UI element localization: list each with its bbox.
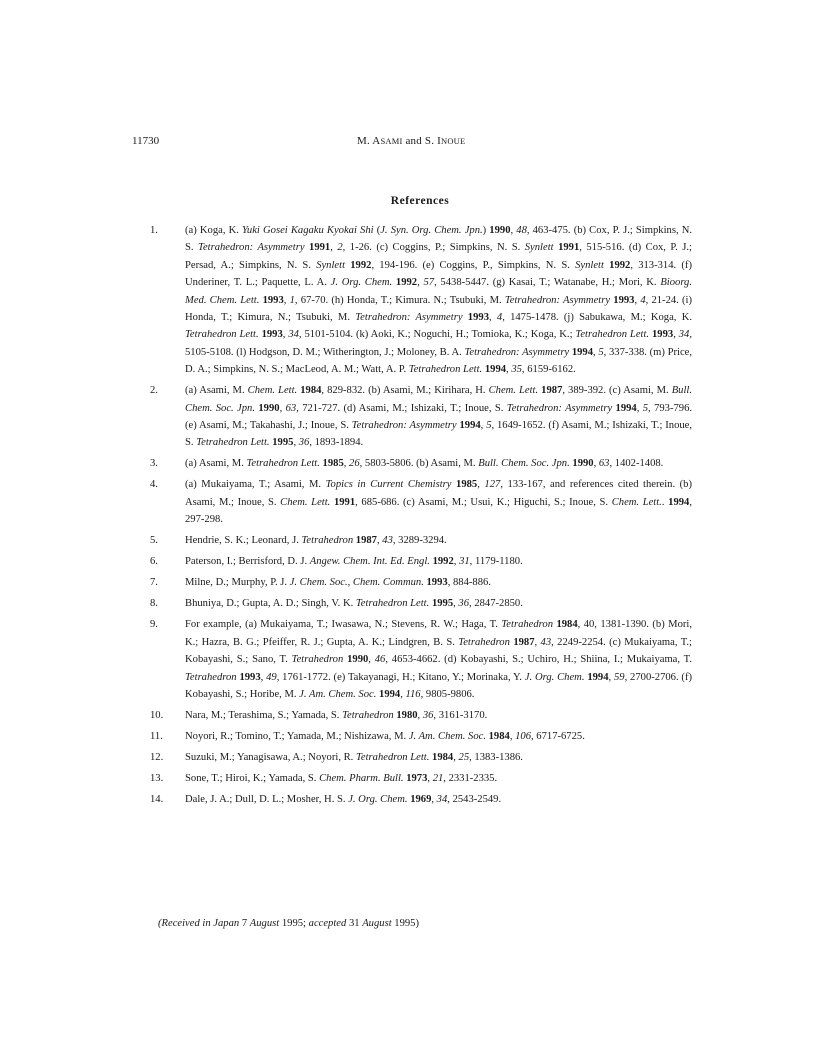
- reference-segment: (a) Mukaiyama, T.; Asami, M.: [185, 479, 326, 491]
- reference-italic-text: J. Org. Chem.: [524, 671, 585, 683]
- reference-italic-text: 127: [484, 479, 501, 491]
- reference-number: 8.: [150, 598, 158, 610]
- reference-italic-text: Tetrahedron Lett.: [355, 598, 430, 610]
- reference-segment: , 133-167, and references cited therein. (b) Asami, M.; Inoue, S.: [185, 479, 692, 508]
- reference-segment: , 389-392. (c) Asami, M.: [562, 385, 672, 397]
- reference-segment: , 829-832. (b) Asami, M.; Kirihara, H.: [321, 385, 489, 397]
- reference-segment: , 463-475. (b) Cox, P. J.; Simpkins, N. S.: [185, 225, 693, 254]
- received-italic-text: August: [249, 918, 280, 929]
- reference-segment: ,: [534, 636, 541, 648]
- reference-segment: , 297-298.: [185, 496, 692, 526]
- reference-year: 1992: [350, 259, 372, 271]
- reference-segment: ,: [453, 556, 460, 568]
- reference-segment: (a) Asami, M.: [185, 458, 247, 470]
- reference-segment: ,: [453, 751, 459, 763]
- reference-italic-text: 4: [640, 294, 646, 306]
- reference-segment: , 1179-1180.: [469, 556, 523, 568]
- reference-year: 1969: [410, 793, 432, 805]
- reference-year: 1985: [456, 479, 478, 491]
- reference-number: 13.: [150, 772, 164, 784]
- reference-item: [150, 455, 692, 472]
- reference-italic-text: J. Am. Chem. Soc.: [408, 730, 486, 742]
- reference-italic-text: 2: [337, 242, 343, 254]
- reference-italic-text: 5: [598, 346, 604, 358]
- received-italic-text: accepted: [308, 918, 347, 929]
- reference-italic-text: Tetrahedron: Asymmetry: [198, 242, 305, 254]
- reference-italic-text: Chem. Lett.: [488, 385, 539, 397]
- reference-italic-text: 34: [288, 329, 299, 341]
- reference-number: 14.: [150, 793, 164, 805]
- reference-year: 1984: [432, 751, 454, 763]
- reference-year: 1995: [272, 437, 294, 449]
- reference-italic-text: 116: [405, 688, 421, 700]
- reference-italic-text: J. Org. Chem.: [348, 793, 408, 805]
- reference-italic-text: J. Am. Chem. Soc.: [299, 688, 377, 700]
- reference-segment: Nara, M.; Terashima, S.; Yamada, S.: [185, 709, 343, 721]
- reference-segment: , 3289-3294.: [392, 535, 447, 547]
- reference-segment: ,: [343, 458, 350, 470]
- reference-segment: , 194-196. (e) Coggins, P., Simpkins, N. S.: [371, 259, 576, 271]
- reference-year: 1994: [587, 671, 609, 683]
- reference-year: 1991: [558, 242, 580, 254]
- reference-item: [150, 553, 692, 570]
- reference-year: 1990: [572, 458, 594, 470]
- received-italic-text: (Received in Japan: [158, 918, 240, 929]
- reference-segment: , 1649-1652. (f) Asami, M.; Ishizaki, T.; Inoue, S.: [185, 420, 693, 449]
- reference-item: [150, 222, 692, 379]
- reference-segment: Hendrie, S. K.; Leonard, J.: [185, 535, 302, 547]
- reference-segment: ,: [400, 688, 406, 700]
- reference-italic-text: 5: [642, 402, 649, 414]
- reference-year: 1987: [355, 535, 377, 547]
- reference-italic-text: Chem. Lett.: [611, 496, 662, 508]
- reference-segment: ,: [417, 709, 423, 721]
- reference-number: 4.: [150, 479, 158, 491]
- reference-year: 1994: [571, 346, 594, 358]
- reference-number: 3.: [150, 458, 158, 470]
- reference-item: [150, 770, 692, 787]
- reference-segment: Milne, D.; Murphy, P. J.: [185, 577, 290, 589]
- reference-italic-text: Tetrahedron Lett.: [575, 329, 650, 341]
- reference-segment: , 5105-5108. (l) Hodgson, D. M.; Witherington, J.; Moloney, B. A.: [185, 329, 692, 358]
- reference-segment: ,: [368, 654, 375, 666]
- reference-item: [150, 728, 692, 745]
- page-number: 11730: [132, 135, 160, 147]
- reference-year: 1992: [395, 277, 418, 289]
- reference-italic-text: Bull. Chem. Soc. Jpn.: [185, 385, 692, 414]
- reference-italic-text: Tetrahedron Lett.: [246, 458, 320, 470]
- reference-text: [185, 752, 523, 763]
- received-note: [158, 918, 419, 929]
- reference-number: 2.: [150, 385, 158, 397]
- reference-year: 1984: [556, 619, 578, 631]
- reference-italic-text: J. Chem. Soc., Chem. Commun.: [289, 577, 424, 589]
- reference-italic-text: Tetrahedron: Asymmetry: [504, 294, 611, 306]
- reference-year: 1980: [396, 709, 418, 721]
- reference-segment: Noyori, R.; Tomino, T.; Yamada, M.; Nishizawa, M.: [185, 730, 409, 742]
- reference-year: 1992: [609, 259, 631, 271]
- reference-segment: ): [482, 225, 490, 236]
- reference-italic-text: 36: [422, 709, 434, 721]
- author-2-rest: NOUE: [440, 136, 466, 146]
- reference-text: [185, 479, 692, 525]
- reference-year: 1994: [379, 688, 401, 700]
- received-segment: 1995;: [279, 918, 309, 929]
- reference-text: [185, 773, 497, 784]
- reference-segment: Dale, J. A.; Dull, D. L.; Mosher, H. S.: [185, 793, 349, 805]
- reference-segment: ,: [480, 420, 487, 432]
- reference-item: [150, 532, 692, 549]
- reference-italic-text: Synlett: [524, 242, 554, 254]
- reference-italic-text: 1: [289, 294, 295, 306]
- reference-segment: , 2543-2549.: [447, 793, 502, 805]
- reference-text: [185, 794, 501, 805]
- reference-italic-text: 63: [598, 458, 610, 470]
- reference-italic-text: Yuki Gosei Kagaku Kyokai Shi: [242, 225, 374, 236]
- reference-segment: , 40, 1381-1390. (b) Mori, K.; Hazra, B. G.; Pfeiffer, R. J.; Gupta, A. K.; Lindgren, B. S.: [185, 619, 692, 648]
- reference-year: 1993: [262, 294, 284, 306]
- received-segment: 7: [239, 918, 250, 929]
- reference-segment: , 5803-5806. (b) Asami, M.: [359, 458, 479, 470]
- reference-italic-text: Topics in Current Chemistry: [325, 479, 452, 491]
- reference-year: 1994: [668, 496, 690, 508]
- author-and: and S.: [402, 135, 438, 147]
- reference-year: 1993: [613, 294, 635, 306]
- reference-italic-text: Tetrahedron: [301, 535, 354, 547]
- reference-italic-text: Synlett: [316, 259, 346, 271]
- reference-segment: ,: [636, 402, 643, 414]
- received-segment: 1995): [391, 918, 420, 929]
- reference-number: 11.: [150, 730, 163, 742]
- reference-segment: , 515-516. (d) Cox, P. J.; Persad, A.; Simpkins, N. S.: [185, 242, 692, 271]
- reference-segment: ,: [510, 225, 517, 236]
- reference-segment: , 67-70. (h) Honda, T.; Kimura. N.; Tsubuki, M.: [294, 294, 505, 306]
- reference-italic-text: 31: [459, 556, 470, 568]
- reference-text: [185, 731, 585, 742]
- reference-italic-text: Tetrahedron: [291, 654, 344, 666]
- reference-italic-text: 43: [382, 535, 393, 547]
- reference-italic-text: Angew. Chem. Int. Ed. Engl.: [309, 556, 430, 568]
- reference-year: 1993: [467, 312, 489, 324]
- reference-number: 6.: [150, 556, 158, 568]
- reference-number: 9.: [150, 619, 158, 631]
- reference-segment: , 5101-5104. (k) Aoki, K.; Noguchi, H.; Tomioka, K.; Koga, K.;: [298, 329, 576, 341]
- reference-italic-text: 26: [349, 458, 360, 470]
- reference-segment: ,: [260, 671, 267, 683]
- reference-italic-text: Tetrahedron: Asymmetry: [464, 346, 570, 358]
- reference-year: 1991: [309, 242, 331, 254]
- reference-year: 1991: [333, 496, 356, 508]
- reference-year: 1984: [488, 730, 510, 742]
- reference-segment: Sone, T.; Hiroi, K.; Yamada, S.: [185, 772, 320, 784]
- reference-italic-text: Tetrahedron: Asymmetry: [351, 420, 457, 432]
- reference-segment: ,: [488, 312, 497, 324]
- reference-italic-text: 63: [285, 402, 297, 414]
- reference-segment: ,: [283, 294, 290, 306]
- reference-year: 1994: [615, 402, 637, 414]
- reference-italic-text: 106: [515, 730, 531, 742]
- reference-italic-text: J. Org. Chem.: [330, 277, 393, 289]
- reference-segment: ,: [593, 346, 599, 358]
- reference-segment: , 3161-3170.: [433, 709, 488, 721]
- reference-segment: ,: [509, 730, 516, 742]
- author-1-cap: A: [372, 135, 381, 147]
- reference-year: 1993: [239, 671, 261, 683]
- reference-segment: ,: [282, 329, 289, 341]
- reference-segment: , 721-727. (d) Asami, M.; Ishizaki, T.; Inoue, S.: [296, 402, 507, 414]
- reference-segment: , 21-24. (i) Honda, T.; Kimura, N.; Tsubuki, M.: [185, 294, 693, 324]
- author-1-rest: SAMI: [380, 136, 403, 146]
- reference-text: [185, 225, 692, 375]
- reference-segment: Suzuki, M.; Yanagisawa, A.; Noyori, R.: [185, 751, 356, 763]
- reference-italic-text: 36: [458, 598, 470, 610]
- reference-italic-text: 36: [298, 437, 310, 449]
- reference-year: 1987: [513, 636, 535, 648]
- reference-segment: For example, (a) Mukaiyama, T.; Iwasawa, N.; Stevens, R. W.; Haga, T.: [185, 619, 502, 631]
- reference-segment: , 793-796. (e) Asami, M.; Takahashi, J.; Inoue, S.: [185, 402, 693, 432]
- reference-italic-text: 57: [423, 277, 435, 289]
- reference-text: [185, 710, 487, 721]
- reference-segment: ,: [427, 772, 433, 784]
- author-1-initial: M.: [357, 135, 373, 147]
- reference-segment: , 2249-2254. (c) Mukaiyama, T.; Kobayashi, S.; Sano, T.: [185, 636, 693, 666]
- reference-segment: ,: [279, 402, 286, 414]
- reference-text: [185, 598, 523, 609]
- reference-segment: Bhuniya, D.; Gupta, A. D.; Singh, V. K.: [185, 598, 356, 610]
- reference-italic-text: 49: [266, 671, 277, 683]
- reference-segment: ,: [453, 598, 459, 610]
- reference-italic-text: 4: [496, 312, 503, 324]
- reference-number: 10.: [150, 709, 164, 721]
- reference-segment: ,: [634, 294, 641, 306]
- reference-year: 1990: [489, 225, 511, 236]
- reference-italic-text: J. Syn. Org. Chem. Jpn.: [380, 225, 483, 236]
- reference-segment: ,: [293, 437, 299, 449]
- reference-segment: , 1893-1894.: [309, 437, 364, 449]
- reference-segment: , 1383-1386.: [469, 751, 523, 763]
- reference-segment: , 6159-6162.: [521, 364, 576, 376]
- reference-segment: , 1-26. (c) Coggins, P.; Simpkins, N. S.: [342, 242, 525, 254]
- reference-number: 12.: [150, 751, 164, 763]
- reference-item: [150, 574, 692, 591]
- reference-italic-text: 21: [432, 772, 444, 784]
- reference-text: [185, 556, 523, 567]
- reference-segment: .: [661, 496, 669, 508]
- reference-year: 1985: [322, 458, 344, 470]
- reference-item: [150, 749, 692, 766]
- reference-year: 1987: [541, 385, 563, 397]
- reference-segment: , 2847-2850.: [469, 598, 523, 610]
- reference-segment: , 9805-9806.: [420, 688, 475, 700]
- reference-year: 1990: [347, 654, 369, 666]
- reference-segment: ,: [593, 458, 599, 470]
- reference-segment: , 685-686. (c) Asami, M.; Usui, K.; Higuchi, S.; Inoue, S.: [355, 496, 612, 508]
- reference-italic-text: Synlett: [575, 259, 604, 271]
- reference-segment: ,: [431, 793, 437, 805]
- reference-text: [185, 458, 663, 469]
- reference-italic-text: Tetrahedron Lett.: [408, 364, 483, 376]
- reference-segment: , 313-314. (f) Underiner, T. L.; Paquette, L. A.: [185, 259, 692, 289]
- reference-text: [185, 577, 491, 588]
- reference-italic-text: 34: [678, 329, 690, 341]
- reference-year: 1993: [652, 329, 674, 341]
- reference-segment: , 2331-2335.: [443, 772, 498, 784]
- reference-year: 1973: [406, 772, 428, 784]
- reference-italic-text: Tetrahedron Lett.: [185, 329, 259, 341]
- reference-italic-text: 48: [516, 225, 527, 236]
- reference-text: [185, 619, 692, 700]
- reference-segment: ,: [477, 479, 485, 491]
- reference-italic-text: Chem. Pharm. Bull.: [319, 772, 404, 784]
- reference-segment: , 1402-1408.: [609, 458, 664, 470]
- reference-segment: , 1475-1478. (j) Sabukawa, M.; Koga, K.: [502, 312, 693, 324]
- reference-segment: (a) Asami, M.: [185, 385, 248, 397]
- reference-item: [150, 616, 692, 703]
- reference-segment: , 2700-2706. (f) Kobayashi, S.; Horibe, M.: [185, 671, 693, 700]
- reference-italic-text: Chem. Lett.: [247, 385, 298, 397]
- reference-segment: , 6717-6725.: [531, 730, 585, 742]
- reference-text: [185, 385, 692, 448]
- reference-year: 1993: [426, 577, 448, 589]
- reference-number: 5.: [150, 535, 158, 547]
- received-italic-text: August: [362, 918, 392, 929]
- reference-item: [150, 382, 692, 452]
- reference-italic-text: Chem. Lett.: [280, 496, 331, 508]
- reference-item: [150, 791, 692, 808]
- reference-italic-text: Tetrahedron: [185, 671, 237, 683]
- reference-year: 1995: [431, 598, 454, 610]
- reference-segment: (a) Koga, K.: [185, 225, 243, 236]
- reference-number: 7.: [150, 577, 158, 589]
- reference-italic-text: Bull. Chem. Soc. Jpn.: [478, 458, 570, 470]
- running-head: [357, 135, 465, 147]
- author-2-cap: I: [437, 135, 441, 147]
- reference-italic-text: Tetrahedron: [342, 709, 394, 721]
- reference-italic-text: 43: [540, 636, 552, 648]
- reference-segment: , 4653-4662. (d) Kobayashi, S.; Uchiro, H.; Shiina, I.; Mukaiyama, T.: [385, 654, 692, 666]
- reference-italic-text: Bioorg. Med. Chem. Lett.: [185, 277, 692, 306]
- reference-text: [185, 535, 447, 546]
- reference-segment: ,: [608, 671, 614, 683]
- reference-year: 1994: [484, 364, 507, 376]
- reference-year: 1990: [258, 402, 280, 414]
- reference-year: 1984: [300, 385, 322, 397]
- reference-segment: (: [373, 225, 381, 236]
- reference-italic-text: 5: [486, 420, 492, 432]
- reference-segment: ,: [417, 277, 424, 289]
- reference-year: 1994: [459, 420, 481, 432]
- reference-segment: ,: [376, 535, 383, 547]
- reference-segment: , 884-886.: [447, 577, 491, 589]
- reference-year: 1993: [261, 329, 283, 341]
- section-title: References: [390, 195, 450, 207]
- reference-italic-text: Tetrahedron Lett.: [196, 437, 270, 449]
- reference-list: [150, 222, 692, 812]
- reference-segment: , 1761-1772. (e) Takayanagi, H.; Kitano, Y.; Morinaka, Y.: [276, 671, 525, 683]
- reference-segment: , 5438-5447. (g) Kasai, T.; Watanabe, H.; Mori, K.: [434, 277, 661, 289]
- reference-item: [150, 595, 692, 612]
- reference-segment: , 337-338. (m) Price, D. A.; Simpkins, N. S.; MacLeod, A. M.; Watt, A. P.: [185, 346, 693, 376]
- reference-italic-text: 25: [458, 751, 470, 763]
- reference-segment: ,: [506, 364, 512, 376]
- reference-segment: ,: [673, 329, 679, 341]
- reference-year: 1992: [432, 556, 454, 568]
- reference-italic-text: 59: [613, 671, 625, 683]
- reference-segment: Paterson, I.; Berrisford, D. J.: [185, 556, 310, 568]
- reference-italic-text: Tetrahedron: Asymmetry: [506, 402, 613, 414]
- reference-item: [150, 476, 692, 528]
- reference-segment: ,: [330, 242, 338, 254]
- reference-italic-text: Tetrahedron: [458, 636, 510, 648]
- reference-italic-text: 46: [374, 654, 386, 666]
- reference-item: [150, 707, 692, 724]
- reference-italic-text: Tetrahedron Lett.: [355, 751, 430, 763]
- reference-italic-text: 35: [511, 364, 522, 376]
- reference-number: 1.: [150, 225, 158, 236]
- reference-italic-text: Tetrahedron: [501, 619, 553, 631]
- reference-italic-text: 34: [436, 793, 448, 805]
- received-segment: 31: [346, 918, 363, 929]
- reference-italic-text: Tetrahedron: Asymmetry: [355, 312, 463, 324]
